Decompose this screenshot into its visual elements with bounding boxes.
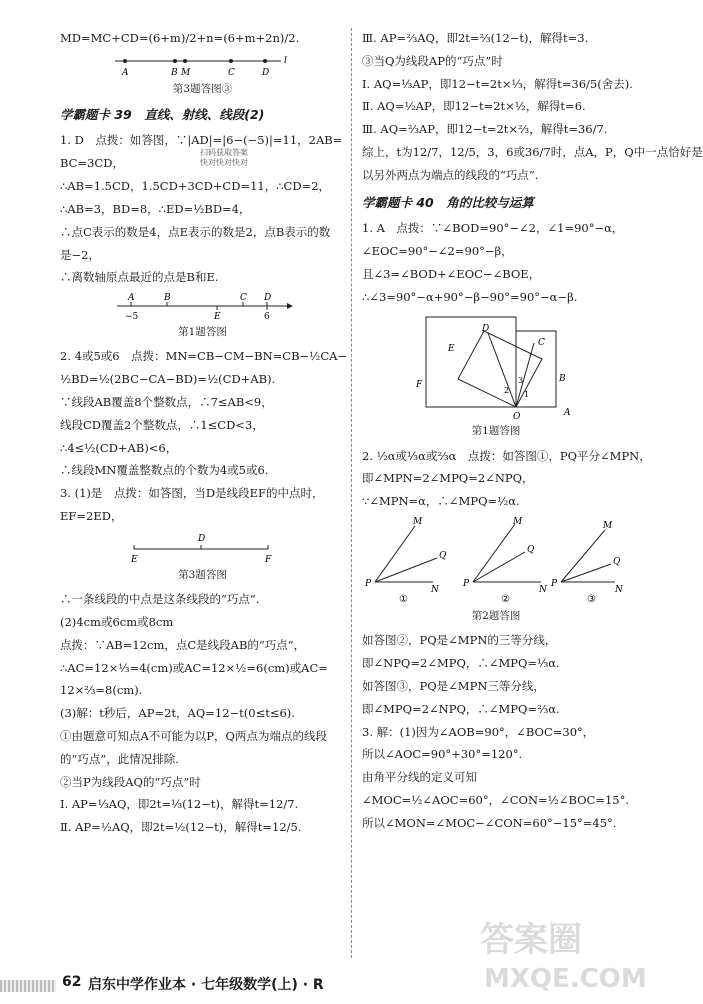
label-A: A — [564, 408, 571, 419]
label-C: C — [538, 338, 545, 349]
text-line: 即∠MPQ=2∠NPQ，∴∠MPQ=⅔α. — [362, 701, 560, 716]
text-line: MD=MC+CD=(6+m)/2+n=(6+m+2n)/2. — [60, 31, 300, 45]
text-line: ∴∠3=90°−α+90°−β−90°=90°−α−β. — [362, 289, 578, 304]
text-line: ①由题意可知点A不可能为以P，Q两点为端点的线段 — [60, 729, 327, 744]
label-E: E — [130, 554, 138, 565]
text-line: EF=2ED， — [60, 509, 123, 524]
label-D: D — [482, 324, 490, 335]
text-line: 3. (1)是 点拨：如答图，当D是线段EF的中点时， — [60, 486, 324, 501]
text-line: Ⅲ. AQ=⅔AP，即12−t=2t×⅔，解得t=36/7. — [362, 122, 608, 137]
watermark-text: 答案圈 — [480, 920, 582, 960]
label-M: M — [413, 517, 423, 528]
text-line: ③当Q为线段AP的“巧点”时 — [362, 53, 503, 68]
label-F: F — [416, 380, 423, 391]
text-line: BC=3CD， — [60, 156, 124, 171]
text-line: 1. D 点拨：如答图，∵|AD|=|6−(−5)|=11，2AB= — [60, 133, 343, 148]
stamp-line: 快对快对快对 — [200, 157, 248, 167]
label-Q: Q — [527, 545, 535, 556]
text-line: 综上，t为12/7，12/5，3，6或36/7时，点A，P，Q中一点恰好是 — [362, 145, 703, 160]
page-footer — [0, 968, 666, 1004]
diagram-number: ② — [501, 594, 510, 606]
page-number: 62 — [62, 974, 82, 990]
label-Q: Q — [439, 551, 447, 562]
label-N: N — [615, 585, 623, 596]
label-minus-5: −5 — [124, 312, 138, 323]
text-line: 且∠3=∠BOD+∠EOC−∠BOE， — [362, 266, 541, 281]
label-N: N — [539, 585, 547, 596]
label-F: F — [264, 554, 271, 565]
book-title: 启东中学作业本 · 七年级数学(上) · R — [88, 977, 324, 993]
right-column — [362, 30, 703, 838]
text-line: ∵线段AB覆盖8个整数点，∴7≤AB<9， — [60, 395, 273, 410]
figure-caption: 第2题答图 — [471, 610, 521, 623]
figure-1-squares — [416, 311, 576, 421]
qr-stamp — [200, 148, 248, 167]
text-line: Ⅱ. AQ=½AP，即12−t=2t×½，解得t=6. — [362, 99, 586, 114]
text-line: 如答图③，PQ是∠MPN三等分线， — [362, 678, 545, 693]
figure-3-answer-c — [113, 53, 293, 79]
label-B: B — [559, 374, 566, 385]
text-line: Ⅰ. AQ=⅓AP，即12−t=2t×⅓，解得t=36/5(舍去). — [362, 76, 633, 91]
text-line: Ⅲ. AP=⅔AQ，即2t=⅔(12−t)，解得t=3. — [362, 31, 589, 45]
text-line: ∴点C表示的数是4，点E表示的数是2，点B表示的数 — [60, 224, 331, 239]
figure-caption: 第3题答图③ — [172, 82, 233, 95]
label-E: E — [448, 344, 455, 355]
stamp-line: 扫码获取答案 — [200, 148, 248, 157]
text-line: ½BD=½(2BC−CA−BD)=½(CD+AB). — [60, 372, 276, 387]
label-l: l — [283, 55, 287, 66]
label-P: P — [365, 579, 372, 590]
angle-1-label: 1 — [524, 390, 530, 400]
text-line: 1. A 点拨：∵∠BOD=90°−∠2，∠1=90°−α， — [362, 221, 624, 236]
watermark-url: MXQE.COM — [484, 964, 647, 994]
diagram-number: ① — [399, 594, 408, 606]
text-line: ②当P为线段AQ的“巧点”时 — [60, 774, 201, 789]
text-line: (3)解：t秒后，AP=2t，AQ=12−t(0≤t≤6). — [60, 706, 295, 721]
figure-caption: 第1题答图 — [471, 425, 521, 438]
label-B: B — [163, 293, 171, 304]
angle-3-label: 3 — [518, 376, 524, 386]
figure-1-number-line — [113, 292, 293, 322]
angle-diagram-3 — [550, 521, 624, 605]
text-line: 以另外两点为端点的线段的“巧点”. — [362, 167, 539, 182]
text-line: ∴AC=12×⅓=4(cm)或AC=12×½=6(cm)或AC= — [60, 660, 328, 675]
text-line: ∴离数轴原点最近的点是B和E. — [60, 270, 219, 285]
angle-2-label: 2 — [504, 386, 510, 396]
label-P: P — [551, 579, 558, 590]
text-line: 3. 解：(1)因为∠AOB=90°，∠BOC=30°， — [362, 724, 595, 739]
text-line: ∴AB=3，BD=8，∴ED=½BD=4， — [60, 201, 251, 216]
section-heading-40: 学霸题卡 40 角的比较与运算 — [362, 194, 534, 210]
footer-decoration — [0, 980, 56, 992]
text-line: 即∠MPN=2∠MPQ=2∠NPQ， — [362, 471, 534, 486]
label-E: E — [213, 312, 221, 323]
label-O: O — [513, 412, 521, 423]
label-N: N — [431, 585, 439, 596]
figure-caption: 第3题答图 — [178, 568, 227, 581]
text-line: 所以∠MON=∠MOC−∠CON=60°−15°=45°. — [362, 815, 617, 830]
text-line: Ⅰ. AP=⅓AQ，即2t=⅓(12−t)，解得t=12/7. — [60, 797, 299, 812]
label-D: D — [261, 67, 269, 78]
text-line: ∴一条线段的中点是这条线段的“巧点”. — [60, 592, 260, 607]
label-Q: Q — [613, 557, 621, 568]
text-line: ∴线段MN覆盖整数点的个数为4或5或6. — [60, 463, 269, 478]
label-C: C — [239, 293, 247, 304]
text-line: (2)4cm或6cm或8cm — [60, 614, 174, 629]
text-line: 12×⅔=8(cm). — [60, 683, 143, 698]
label-B: B — [170, 67, 178, 78]
label-P: P — [463, 579, 470, 590]
label-M: M — [180, 67, 190, 78]
text-line: 即∠NPQ=2∠MPQ，∴∠MPQ=⅓α. — [362, 656, 560, 671]
figure-3-segment — [128, 531, 278, 565]
text-line: 点拨：∵AB=12cm，点C是线段AB的“巧点”， — [60, 637, 306, 652]
text-line: ∵∠MPN=α，∴∠MPQ=½α. — [362, 494, 520, 509]
text-line: ∴4≤½(CD+AB)<6， — [60, 440, 178, 455]
label-C: C — [227, 67, 235, 78]
label-M: M — [603, 521, 613, 532]
label-A: A — [127, 293, 134, 304]
text-line: ∠MOC=½∠AOC=60°，∠CON=½∠BOC=15°. — [362, 792, 630, 807]
figure-caption: 第1题答图 — [178, 326, 227, 339]
text-line: 2. ½α或⅓α或⅔α 点拨：如答图①，PQ平分∠MPN， — [362, 448, 651, 463]
text-line: ∴AB=1.5CD，1.5CD+3CD+CD=11，∴CD=2， — [60, 179, 331, 194]
label-D: D — [263, 293, 271, 304]
angle-diagram-1 — [364, 517, 447, 605]
label-6: 6 — [263, 312, 270, 323]
text-line: 的“巧点”，此情况排除. — [60, 751, 179, 766]
section-heading-39: 学霸题卡 39 直线、射线、线段(2) — [60, 107, 265, 123]
text-line: 如答图②，PQ是∠MPN的三等分线， — [362, 633, 557, 648]
text-line: 所以∠AOC=90°+30°=120°. — [362, 747, 523, 762]
text-line: 由角平分线的定义可知 — [362, 770, 477, 785]
text-line: Ⅱ. AP=½AQ，即2t=½(12−t)，解得t=12/5. — [60, 820, 302, 835]
text-line: 线段CD覆盖2个整数点，∴1≤CD<3， — [60, 417, 264, 432]
text-line: 是−2， — [60, 247, 100, 262]
label-A: A — [121, 67, 128, 78]
angle-diagram-2 — [462, 517, 548, 605]
text-line: ∠EOC=90°−∠2=90°−β， — [362, 243, 513, 258]
label-D: D — [197, 533, 205, 544]
label-M: M — [513, 517, 523, 528]
text-line: 2. 4或5或6 点拨：MN=CB−CM−BN=CB−½CA− — [60, 349, 348, 364]
diagram-number: ③ — [587, 594, 596, 606]
column-divider — [351, 28, 352, 958]
figure-2-angles — [365, 516, 627, 606]
